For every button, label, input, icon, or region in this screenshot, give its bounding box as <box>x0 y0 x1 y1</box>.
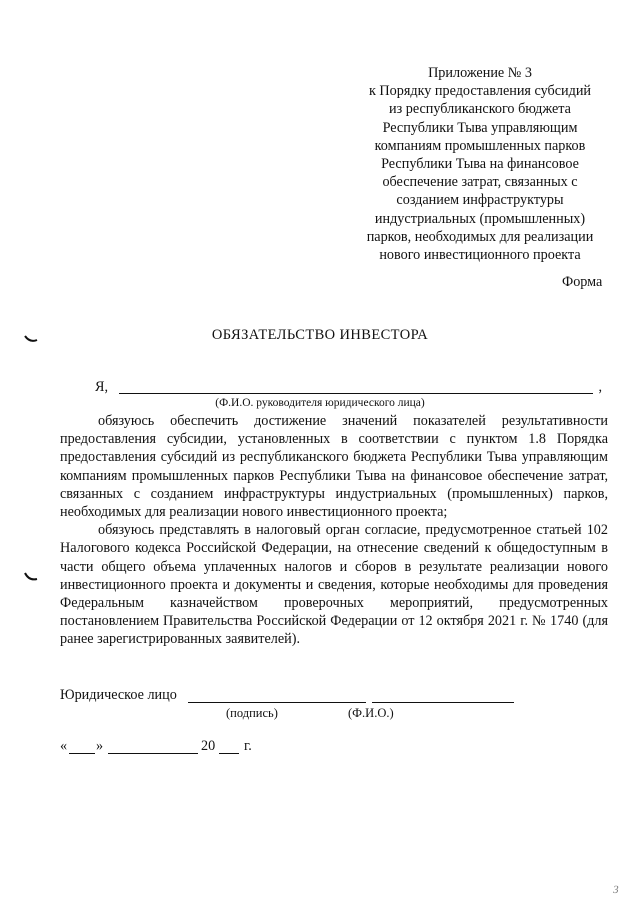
page-number: 3 <box>611 884 620 896</box>
appendix-line: Республики Тыва управляющим <box>382 119 578 136</box>
investor-prefix: Я, <box>95 379 109 395</box>
year-blank[interactable] <box>219 753 239 754</box>
day-blank[interactable] <box>69 753 95 754</box>
investor-suffix: , <box>598 379 602 395</box>
year-prefix: 20 <box>201 738 216 754</box>
appendix-line: Республики Тыва на финансовое <box>381 156 579 173</box>
appendix-line: нового инвестиционного проекта <box>379 247 581 264</box>
signature-blank[interactable] <box>188 702 366 703</box>
name-blank[interactable] <box>372 702 514 703</box>
appendix-line: парков, необходимых для реализации <box>366 228 594 245</box>
appendix-line: к Порядку предоставления субсидий <box>368 83 592 100</box>
document-title: ОБЯЗАТЕЛЬСТВО ИНВЕСТОРА <box>211 327 429 343</box>
appendix-header <box>345 64 615 264</box>
form-label: Форма <box>562 274 603 290</box>
investor-name-field[interactable] <box>95 379 605 399</box>
signature-row <box>60 687 460 707</box>
date-open-quote: « <box>60 738 68 754</box>
date-close-quote: » <box>96 738 104 754</box>
investor-name-blank <box>119 393 593 394</box>
appendix-line: Приложение № 3 <box>428 65 532 81</box>
appendix-line: из республиканского бюджета <box>389 101 571 118</box>
investor-caption: (Ф.И.О. руководителя юридического лица) <box>215 397 425 409</box>
appendix-line: созданием инфраструктуры <box>396 192 564 209</box>
appendix-line: обеспечение затрат, связанных с <box>382 174 578 191</box>
obligations-text <box>60 412 608 649</box>
appendix-line: компаниям промышленных парков <box>374 137 586 154</box>
legal-entity-label: Юридическое лицо <box>60 687 177 703</box>
date-row <box>60 738 360 758</box>
name-caption: (Ф.И.О.) <box>348 706 394 720</box>
month-blank[interactable] <box>108 753 198 754</box>
obligation-paragraph: обязуюсь обеспечить достижение значений показателей результативности предоставления субсидии, установленных в соответствии с пунктом 1.8 Порядка предоставления субсидий из республиканского бюджета Республики Тыва управляющим компаниям промышленных парков Республики Тыва на финансовое обеспечение затрат, связанных с созданием инфраструктуры индустриальных (промышленных) парков, необходимых для реализации нового инвестиционного проекта; <box>60 413 608 521</box>
signature-caption: (подпись) <box>226 706 278 720</box>
year-suffix: г. <box>244 738 252 754</box>
obligation-paragraph: обязуюсь представлять в налоговый орган согласие, предусмотренное статьей 102 Налогового кодекса Российской Федерации, на отнесение сведений к общедоступным в части общего объема уплаченных налогов и сборов в результате реализации нового инвестиционного проекта и документы и сведения, которые необходимы для проведения Федеральным казначейством проверочных мероприятий, предусмотренных постановлением Правительства Российской Федерации от 12 октября 2021 г. № 1740 (для ранее зарегистрированных заявителей). <box>60 522 608 648</box>
binding-mark-icon <box>24 572 38 582</box>
appendix-line: индустриальных (промышленных) <box>374 210 586 227</box>
